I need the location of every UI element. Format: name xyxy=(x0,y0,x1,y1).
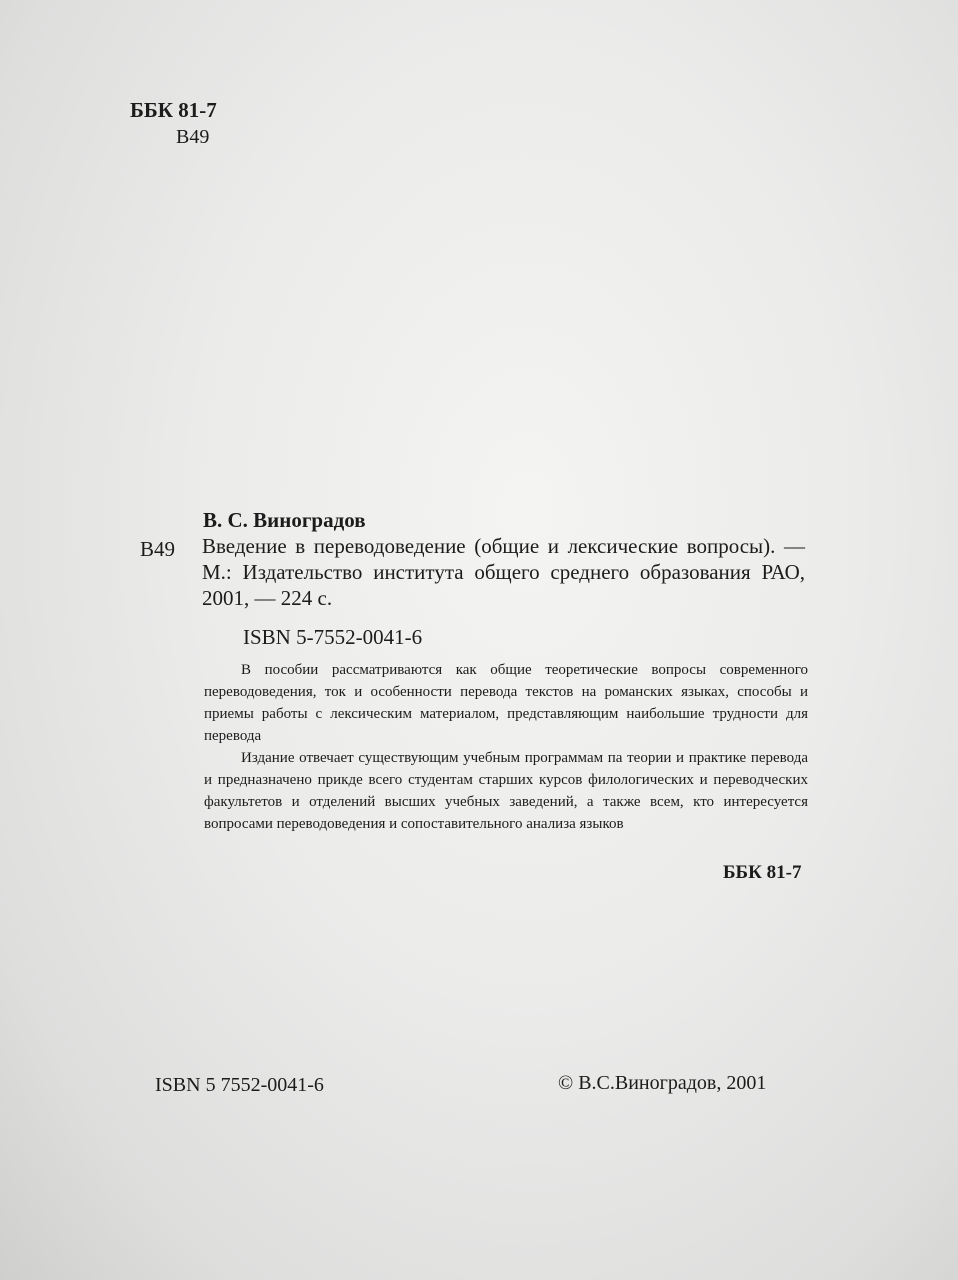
bbk-classification-bottom: ББК 81-7 xyxy=(723,862,802,883)
bibliographic-description: Введение в переводоведение (общие и лексические вопросы). — М.: Издательство института общего среднего образования РАО, 2001, — 224 с. xyxy=(202,534,805,610)
annotation-paragraph: Издание отвечает существующим учебным программам па теории и практике перевода и предназначено прикде всего студентам старших курсов филологических и переводческих факультетов и отделений высших учебных заведений, а также всем, кто интересуется вопросами переводоведения и сопоставительного анализа языков xyxy=(204,750,808,832)
copyright-notice: © В.С.Виноградов, 2001 xyxy=(558,1072,767,1094)
bbk-classification-top: ББК 81-7 xyxy=(130,98,217,122)
isbn-record: ISBN 5-7552-0041-6 xyxy=(243,625,423,649)
annotation-paragraph: В пособии рассматриваются как общие теоретические вопросы современного переводоведения, ток и особенности перевода текстов на романских языках, способы и приемы работы с лексическим материалом, представляющим наибольшие трудности для перевода xyxy=(204,662,808,744)
isbn-footer: ISBN 5 7552-0041-6 xyxy=(155,1074,324,1096)
author-name: В. С. Виноградов xyxy=(203,508,366,532)
annotation xyxy=(204,659,808,835)
author-code-top: В49 xyxy=(176,126,210,148)
author-code: В49 xyxy=(140,537,176,561)
